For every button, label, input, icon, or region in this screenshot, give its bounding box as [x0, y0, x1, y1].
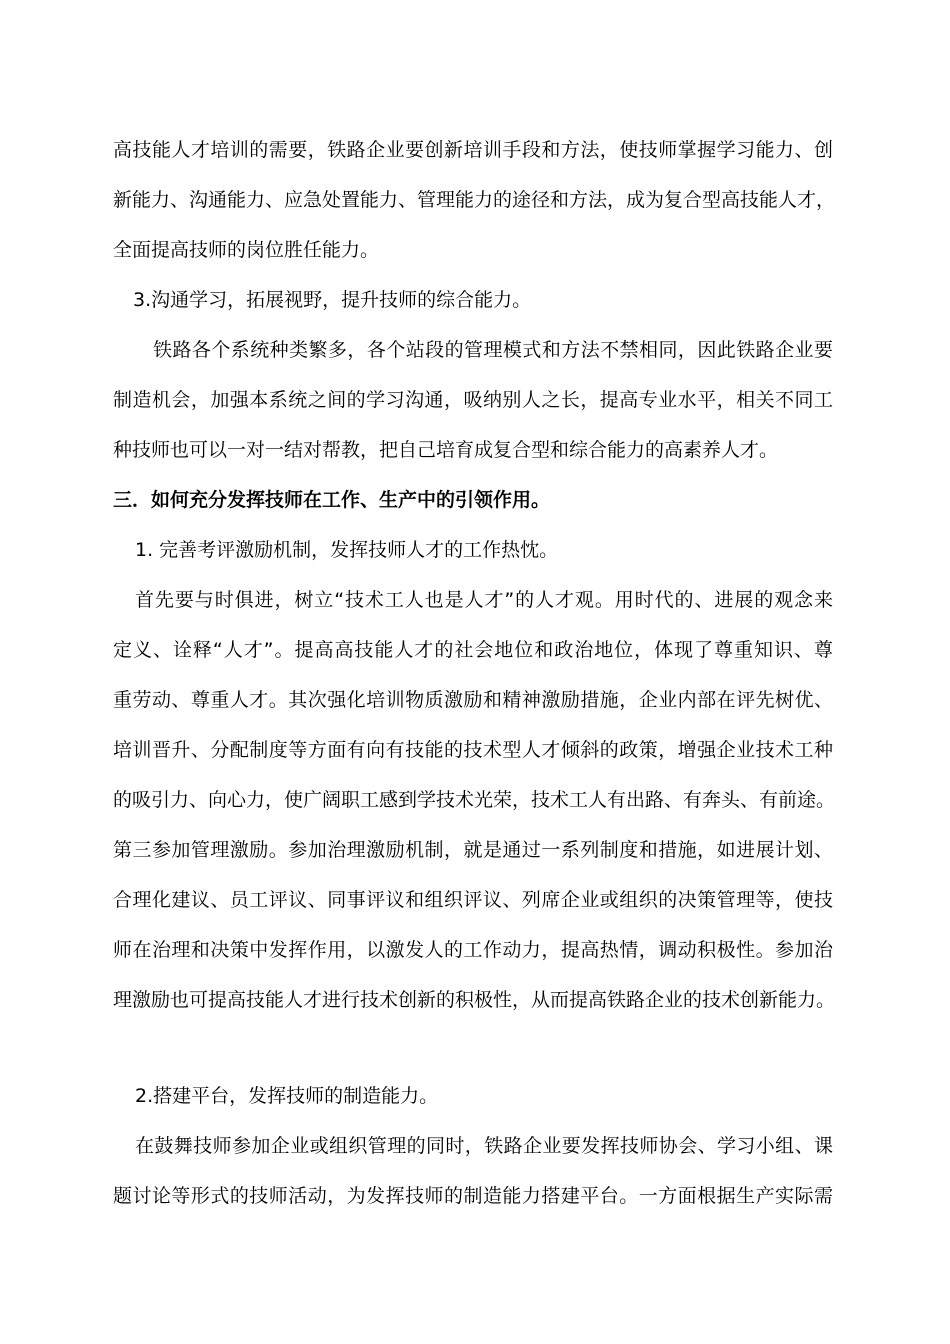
section-heading: 三．如何充分发挥技师在工作、生产中的引领作用。 — [113, 489, 551, 511]
body-text-line: 新能力、沟通能力、应急处置能力、管理能力的途径和方法，成为复合型高技能人才， — [113, 189, 836, 211]
body-text-line: 题讨论等形式的技师活动，为发挥技师的制造能力搭建平台。一方面根据生产实际需 — [113, 1185, 833, 1207]
body-text-line: 第三参加管理激励。参加治理激励机制，就是通过一系列制度和措施，如进展计划、 — [113, 839, 833, 861]
body-text-line: 理激励也可提高技能人才进行技术创新的积极性，从而提高铁路企业的技术创新能力。 — [113, 989, 836, 1011]
body-text-line: 铁路各个系统种类繁多，各个站段的管理模式和方法不禁相同，因此铁路企业要 — [153, 339, 833, 361]
body-text-line: 高技能人才培训的需要，铁路企业要创新培训手段和方法，使技师掌握学习能力、创 — [113, 139, 833, 161]
body-text-line: 制造机会，加强本系统之间的学习沟通，吸纳别人之长，提高专业水平，相关不同工 — [113, 389, 833, 411]
section-subheading: 1. 完善考评激励机制，发挥技师人才的工作热忱。 — [135, 539, 559, 561]
section-subheading: 3.沟通学习，拓展视野，提升技师的综合能力。 — [133, 289, 532, 311]
body-text-line: 重劳动、尊重人才。其次强化培训物质激励和精神激励措施，企业内部在评先树优、 — [113, 689, 833, 711]
body-text-line: 首先要与时俱进，树立“技术工人也是人才”的人才观。用时代的、进展的观念来 — [135, 589, 833, 611]
body-text-line: 在鼓舞技师参加企业或组织管理的同时，铁路企业要发挥技师协会、学习小组、课 — [135, 1135, 833, 1157]
body-text-line: 的吸引力、向心力，使广阔职工感到学技术光荣，技术工人有出路、有奔头、有前途。 — [113, 789, 836, 811]
body-text-line: 定义、诠释“人才”。提高高技能人才的社会地位和政治地位，体现了尊重知识、尊 — [113, 639, 833, 661]
body-text-line: 培训晋升、分配制度等方面有向有技能的技术型人才倾斜的政策，增强企业技术工种 — [113, 739, 833, 761]
body-text-line: 种技师也可以一对一结对帮教，把自己培育成复合型和综合能力的高素养人才。 — [113, 439, 779, 461]
body-text-line: 合理化建议、员工评议、同事评议和组织评议、列席企业或组织的决策管理等，使技 — [113, 889, 833, 911]
body-text-line: 师在治理和决策中发挥作用，以激发人的工作动力，提高热情，调动积极性。参加治 — [113, 939, 833, 961]
body-text-line: 全面提高技师的岗位胜任能力。 — [113, 239, 380, 261]
section-subheading: 2.搭建平台，发挥技师的制造能力。 — [135, 1085, 439, 1107]
